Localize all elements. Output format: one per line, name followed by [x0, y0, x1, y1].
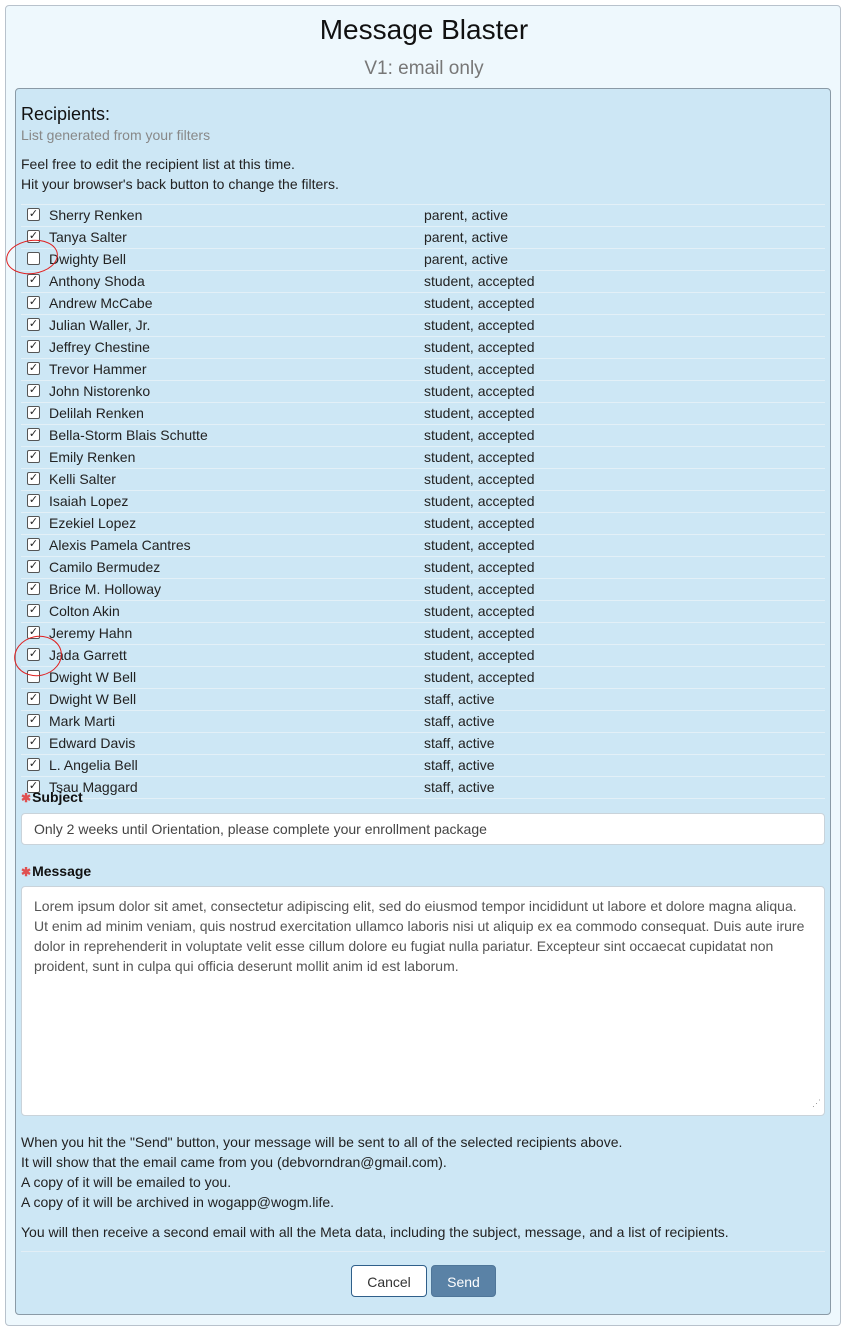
recipient-role: student, accepted: [424, 493, 535, 509]
checkbox-checked[interactable]: ✓: [28, 384, 39, 396]
checkbox-checked[interactable]: ✓: [28, 208, 39, 220]
checkbox-checked[interactable]: ✓: [28, 296, 39, 308]
subject-label: [21, 789, 83, 805]
message-label-text: Message: [32, 863, 92, 879]
info-line-sender: It will show that the email came from you (debvorndran@gmail.com).: [21, 1154, 447, 1170]
recipient-name: Isaiah Lopez: [49, 493, 129, 509]
recipient-row: [21, 490, 825, 512]
subject-label-text: Subject: [32, 789, 83, 805]
recipient-row: [21, 270, 825, 292]
recipient-row: [21, 314, 825, 336]
recipient-row: [21, 534, 825, 556]
recipient-row: [21, 754, 825, 776]
recipients-subheading: List generated from your filters: [21, 127, 211, 143]
recipient-role: student, accepted: [424, 559, 535, 575]
message-label: [21, 863, 91, 879]
info-line-archive: A copy of it will be archived in wogapp@wogm.life.: [21, 1194, 335, 1210]
divider: [21, 1251, 825, 1252]
send-button[interactable]: Send: [431, 1265, 496, 1297]
checkbox-checked[interactable]: ✓: [28, 582, 39, 594]
recipient-name: Sherry Renken: [49, 207, 143, 223]
recipient-row: [21, 622, 825, 644]
recipient-row: [21, 446, 825, 468]
recipient-row: [21, 424, 825, 446]
checkbox-checked[interactable]: ✓: [28, 692, 39, 704]
required-marker: ✱: [21, 865, 32, 879]
recipient-name: Ezekiel Lopez: [49, 515, 137, 531]
recipient-name: Colton Akin: [49, 603, 120, 619]
checkbox-checked[interactable]: ✓: [28, 450, 39, 462]
recipient-row: [21, 776, 825, 799]
checkbox-unchecked[interactable]: [27, 252, 40, 265]
info-line-meta: You will then receive a second email with all the Meta data, including the subject, message, and a list of recipients.: [21, 1224, 729, 1240]
recipient-role: student, accepted: [424, 405, 535, 421]
recipient-name: Dwight W Bell: [49, 669, 137, 685]
recipient-name: Andrew McCabe: [49, 295, 153, 311]
recipient-name: John Nistorenko: [49, 383, 151, 399]
recipient-row: [21, 358, 825, 380]
recipient-name: Brice M. Holloway: [49, 581, 162, 597]
recipient-name: Edward Davis: [49, 735, 136, 751]
checkbox-checked[interactable]: ✓: [28, 538, 39, 550]
recipient-name: Tanya Salter: [49, 229, 127, 245]
recipient-row: [21, 710, 825, 732]
recipient-role: staff, active: [424, 735, 495, 751]
checkbox-checked[interactable]: ✓: [28, 406, 39, 418]
recipient-role: student, accepted: [424, 449, 535, 465]
recipient-row: [21, 688, 825, 710]
recipient-row: [21, 292, 825, 314]
recipient-name: Jada Garrett: [49, 647, 127, 663]
recipient-role: student, accepted: [424, 581, 535, 597]
recipient-role: student, accepted: [424, 515, 535, 531]
recipient-row: [21, 402, 825, 424]
checkbox-checked[interactable]: ✓: [28, 274, 39, 286]
required-marker: ✱: [21, 791, 32, 805]
recipient-row: [21, 226, 825, 248]
recipient-name: Dwight W Bell: [49, 691, 137, 707]
subject-input[interactable]: Only 2 weeks until Orientation, please complete your enrollment package: [21, 813, 825, 845]
recipient-role: student, accepted: [424, 427, 535, 443]
recipient-name: Tsau Maggard: [49, 779, 138, 795]
recipient-role: student, accepted: [424, 273, 535, 289]
recipient-role: staff, active: [424, 691, 495, 707]
recipient-role: staff, active: [424, 713, 495, 729]
recipient-name: Dwighty Bell: [49, 251, 127, 267]
recipient-role: student, accepted: [424, 625, 535, 641]
checkbox-checked[interactable]: ✓: [28, 472, 39, 484]
recipient-name: Kelli Salter: [49, 471, 116, 487]
recipient-name: L. Angelia Bell: [49, 757, 138, 773]
recipient-role: student, accepted: [424, 669, 535, 685]
checkbox-checked[interactable]: ✓: [28, 648, 39, 660]
recipient-role: student, accepted: [424, 295, 535, 311]
recipient-row: [21, 512, 825, 534]
message-text: Lorem ipsum dolor sit amet, consectetur adipiscing elit, sed do eiusmod tempor incididunt ut labore et dolore magna aliqua. Ut enim ad minim veniam, quis nostrud exercitation ullamco laboris nisi ut aliquip ex ea commodo consequat. Duis aute irure dolor in reprehenderit in voluptate velit esse cillum dolore eu fugiat nulla pariatur. Excepteur sint occaecat cupidatat non proident, sunt in culpa qui officia deserunt mollit anim id est laborum.: [34, 898, 805, 974]
checkbox-checked[interactable]: ✓: [28, 428, 39, 440]
recipient-row: [21, 556, 825, 578]
checkbox-checked[interactable]: ✓: [28, 494, 39, 506]
recipient-row: [21, 336, 825, 358]
recipient-name: Julian Waller, Jr.: [49, 317, 151, 333]
checkbox-checked[interactable]: ✓: [28, 230, 39, 242]
checkbox-checked[interactable]: ✓: [28, 604, 39, 616]
recipient-role: student, accepted: [424, 383, 535, 399]
checkbox-checked[interactable]: ✓: [28, 714, 39, 726]
recipient-name: Alexis Pamela Cantres: [49, 537, 191, 553]
recipient-name: Delilah Renken: [49, 405, 144, 421]
recipient-role: staff, active: [424, 779, 495, 795]
recipient-role: student, accepted: [424, 361, 535, 377]
checkbox-checked[interactable]: ✓: [28, 780, 39, 792]
info-line-send: When you hit the "Send" button, your message will be sent to all of the selected recipients above.: [21, 1134, 623, 1150]
recipient-row: [21, 600, 825, 622]
recipient-role: student, accepted: [424, 647, 535, 663]
recipient-row: [21, 248, 825, 270]
recipient-row: [21, 578, 825, 600]
recipient-role: parent, active: [424, 251, 509, 267]
checkbox-checked[interactable]: ✓: [28, 340, 39, 352]
recipient-name: Bella-Storm Blais Schutte: [49, 427, 208, 443]
recipient-name: Anthony Shoda: [49, 273, 145, 289]
recipient-name: Trevor Hammer: [49, 361, 147, 377]
recipients-heading: Recipients:: [21, 104, 111, 124]
recipient-name: Mark Marti: [49, 713, 116, 729]
checkbox-checked[interactable]: ✓: [28, 626, 39, 638]
recipient-role: student, accepted: [424, 603, 535, 619]
resize-grip-icon[interactable]: ⋰: [812, 1098, 821, 1108]
recipient-role: student, accepted: [424, 471, 535, 487]
cancel-button[interactable]: Cancel: [351, 1265, 427, 1297]
recipient-role: student, accepted: [424, 537, 535, 553]
recipient-role: student, accepted: [424, 317, 535, 333]
recipient-name: Emily Renken: [49, 449, 136, 465]
recipient-name: Camilo Bermudez: [49, 559, 161, 575]
checkbox-checked[interactable]: ✓: [28, 318, 39, 330]
recipient-role: parent, active: [424, 207, 509, 223]
recipient-name: Jeremy Hahn: [49, 625, 133, 641]
app-subtitle: V1: email only: [364, 58, 484, 79]
message-textarea[interactable]: [21, 886, 825, 1116]
checkbox-checked[interactable]: ✓: [28, 362, 39, 374]
recipient-role: parent, active: [424, 229, 509, 245]
back-button-note: Hit your browser's back button to change the filters.: [21, 176, 339, 192]
checkbox-checked[interactable]: ✓: [28, 758, 39, 770]
app-title: Message Blaster: [319, 14, 529, 45]
recipient-name: Jeffrey Chestine: [49, 339, 150, 355]
recipient-row: [21, 732, 825, 754]
edit-note: Feel free to edit the recipient list at this time.: [21, 156, 295, 172]
checkbox-checked[interactable]: ✓: [28, 560, 39, 572]
checkbox-checked[interactable]: ✓: [28, 516, 39, 528]
checkbox-unchecked[interactable]: [27, 670, 40, 683]
info-line-copy: A copy of it will be emailed to you.: [21, 1174, 232, 1190]
checkbox-checked[interactable]: ✓: [28, 736, 39, 748]
recipient-row: [21, 644, 825, 666]
recipient-row: [21, 380, 825, 402]
recipient-role: staff, active: [424, 757, 495, 773]
recipient-list: [21, 204, 825, 799]
recipient-row: [21, 666, 825, 688]
recipient-row: [21, 468, 825, 490]
recipient-role: student, accepted: [424, 339, 535, 355]
recipient-row: [21, 204, 825, 226]
